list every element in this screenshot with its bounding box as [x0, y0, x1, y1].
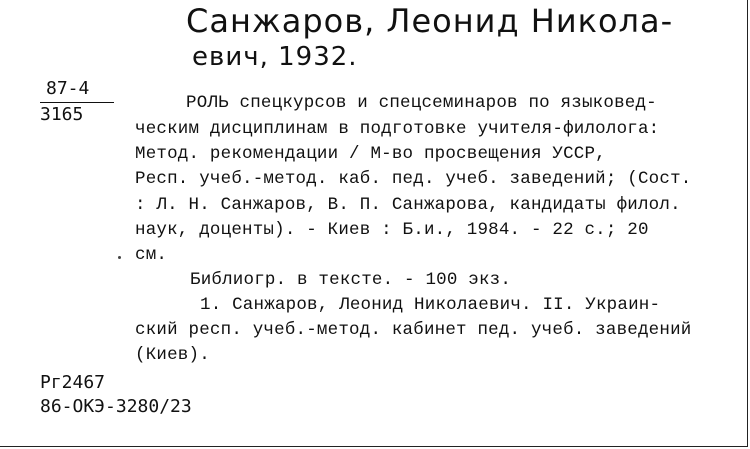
entry-line-3: Метод. рекомендации / М-во просвещения УССР,: [135, 144, 606, 164]
classification-divider: [40, 102, 114, 103]
card-order-number: 86-ОКЭ-3280/23: [40, 396, 192, 417]
bibliography-note: Библиогр. в тексте. - 100 экз.: [190, 270, 512, 290]
tracing-line-3: (Киев).: [135, 345, 210, 365]
entry-line-4: Респ. учеб.-метод. каб. пед. учеб. заведений; (Сост.: [135, 169, 692, 189]
entry-line-6: наук, доценты). - Киев : Б.и., 1984. - 22 с.; 20: [135, 220, 649, 240]
tracing-line-2: ский респ. учеб.-метод. кабинет пед. учеб. заведений: [135, 320, 692, 340]
registration-number: Рг2467: [40, 372, 106, 393]
author-mark: 3165: [40, 104, 84, 125]
entry-line-1: РОЛЬ спецкурсов и спецсеминаров по языковед-: [186, 93, 657, 113]
handwritten-author-line-1: Санжаров, Леонид Никола-: [186, 2, 674, 40]
handwritten-author-line-2: евич, 1932.: [192, 42, 358, 72]
entry-line-5: : Л. Н. Санжаров, В. П. Санжарова, кандидаты филол.: [135, 195, 681, 215]
tracing-line-1: 1. Санжаров, Леонид Николаевич. II. Украин-: [200, 295, 661, 315]
entry-line-7: см.: [135, 245, 168, 265]
ink-speck: [118, 256, 121, 259]
entry-line-2: ческим дисциплинам в подготовке учителя-филолога:: [135, 119, 660, 139]
classification-number: 87-4: [46, 78, 90, 99]
